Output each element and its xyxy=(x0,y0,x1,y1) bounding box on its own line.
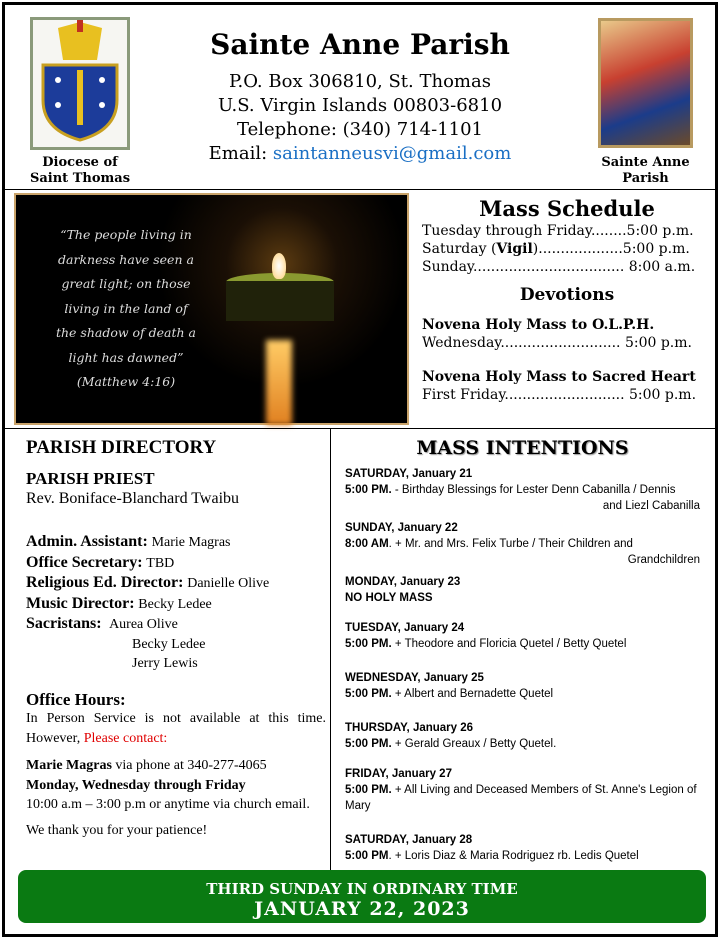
intention-cont: Grandchildren xyxy=(627,554,700,566)
intention-cont: and Liezl Cabanilla xyxy=(602,500,700,512)
sacristan: Becky Ledee xyxy=(132,636,206,652)
novena-title: Novena Holy Mass to O.L.P.H. xyxy=(422,317,655,333)
email-link[interactable]: saintanneusvi@gmail.com xyxy=(272,143,512,164)
intention-entry xyxy=(345,720,700,752)
staff-row: Admin. Assistant: Marie Magras xyxy=(26,533,231,550)
intention-day: MONDAY, January 23 xyxy=(345,576,461,588)
novena-time: Wednesday........................... 5:00 p.m. xyxy=(422,335,692,351)
schedule-row: Sunday.................................. 8:00 a.m. xyxy=(422,259,696,275)
intention-entry xyxy=(345,620,700,652)
parish-title: Sainte Anne Parish xyxy=(210,28,510,61)
quote-line: “The people living in xyxy=(60,227,192,242)
intentions-title: MASS INTENTIONS xyxy=(416,437,629,459)
directory-title: PARISH DIRECTORY xyxy=(26,437,217,458)
email-label: Email: xyxy=(208,143,273,164)
intention-text: 5:00 PM. + Theodore and Floricia Quetel / Betty Quetel xyxy=(345,638,627,650)
banner-line1: THIRD SUNDAY IN ORDINARY TIME xyxy=(206,880,518,898)
quote-line: the shadow of death a xyxy=(55,325,197,340)
parish-directory xyxy=(26,435,326,840)
intention-entry xyxy=(345,766,700,814)
quote-line: darkness have seen a xyxy=(58,251,194,267)
staff-row: Music Director: Becky Ledee xyxy=(26,594,212,612)
quote-line: living in the land of xyxy=(64,300,188,316)
candle-image xyxy=(14,193,409,425)
intention-day: WEDNESDAY, January 25 xyxy=(345,672,484,684)
intention-entry xyxy=(345,520,700,568)
flame-icon xyxy=(272,253,286,279)
intention-day: THURSDAY, January 26 xyxy=(345,722,474,734)
schedule-row: Tuesday through Friday........5:00 p.m. xyxy=(422,223,694,239)
quote-line: great light; on those xyxy=(61,276,191,291)
intention-day: FRIDAY, January 27 xyxy=(345,768,452,780)
intention-entry xyxy=(345,574,700,606)
intention-day: SATURDAY, January 28 xyxy=(345,834,473,846)
office-hours: 10:00 a.m – 3:00 p.m or anytime via church email. xyxy=(26,797,310,812)
staff-row: Sacristans: Aurea Olive xyxy=(26,615,178,632)
quote-line: light has dawned” xyxy=(68,349,184,365)
intention-entry xyxy=(345,670,700,702)
email xyxy=(140,142,580,166)
intention-text: 5:00 PM. + Albert and Bernadette Quetel xyxy=(345,688,554,700)
priest-name: Rev. Boniface-Blanchard Twaibu xyxy=(26,489,240,507)
intention-day: SUNDAY, January 22 xyxy=(345,522,458,534)
intention-entry xyxy=(345,832,700,864)
quote-line: (Matthew 4:16) xyxy=(76,374,176,389)
intention-text: NO HOLY MASS xyxy=(345,592,433,604)
intention-text: 5:00 PM. + Loris Diaz & Maria Rodriguez rb. Ledis Quetel xyxy=(345,850,639,862)
schedule-row: Saturday (Vigil)...................5:00 p.m. xyxy=(422,241,690,257)
caption-line: Sainte Anne xyxy=(601,155,690,170)
priest-label: PARISH PRIEST xyxy=(26,469,155,488)
intention-text: 5:00 PM. - Birthday Blessings for Lester Denn Cabanilla / Dennis xyxy=(345,484,676,496)
mass-intentions xyxy=(345,437,700,870)
intention-text: 8:00 AM. + Mr. and Mrs. Felix Turbe / Their Children and xyxy=(345,538,633,550)
scripture-quote xyxy=(46,223,206,395)
diocese-coat-of-arms xyxy=(30,17,130,150)
intention-day: TUESDAY, January 24 xyxy=(345,622,465,634)
parish-address xyxy=(140,70,580,166)
sunday-banner xyxy=(18,870,706,923)
contact: Marie Magras via phone at 340-277-4065 xyxy=(26,758,267,773)
parish-caption xyxy=(588,155,703,187)
sainte-anne-image xyxy=(598,18,693,148)
sacristan: Jerry Lewis xyxy=(132,656,198,671)
staff-row: Religious Ed. Director: Danielle Olive xyxy=(26,574,270,591)
coat-of-arms-icon xyxy=(33,20,127,147)
intention-entry xyxy=(345,466,700,514)
intention-text: 5:00 PM. + All Living and Deceased Members of St. Anne's Legion of Mary xyxy=(345,784,697,812)
caption-line: Diocese of xyxy=(42,155,118,170)
intention-day: SATURDAY, January 21 xyxy=(345,468,473,480)
intention-text: 5:00 PM. + Gerald Greaux / Betty Quetel. xyxy=(345,738,557,750)
devotions-title: Devotions xyxy=(519,285,615,305)
phone: Telephone: (340) 714-1101 xyxy=(236,119,484,140)
caption-line: Parish xyxy=(622,171,669,186)
address-line: P.O. Box 306810, St. Thomas xyxy=(229,71,491,92)
diocese-caption xyxy=(20,155,140,187)
office-text: In Person Service is not available at this time. However, Please contact: xyxy=(26,711,326,746)
office-days: Monday, Wednesday through Friday xyxy=(26,777,246,793)
thanks-note: We thank you for your patience! xyxy=(26,822,208,838)
banner-line2: JANUARY 22, 2023 xyxy=(254,898,470,920)
caption-line: Saint Thomas xyxy=(29,171,131,186)
office-hours-title: Office Hours: xyxy=(26,689,126,709)
staff-row: Office Secretary: TBD xyxy=(26,553,175,571)
novena-title: Novena Holy Mass to Sacred Heart xyxy=(422,369,696,385)
mass-schedule xyxy=(422,196,712,404)
novena-time: First Friday........................... 5:00 p.m. xyxy=(422,387,697,403)
address-line: U.S. Virgin Islands 00803-6810 xyxy=(217,95,503,116)
mass-schedule-title: Mass Schedule xyxy=(479,196,655,221)
